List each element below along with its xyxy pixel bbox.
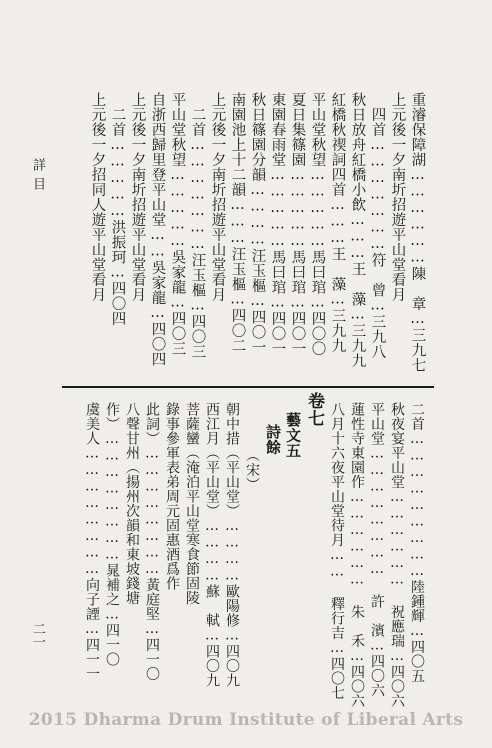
juan-heading: 卷七 xyxy=(304,392,324,427)
entry-bottom-4: 八月十六夜平山堂待月…… 釋行吉…四〇七 xyxy=(329,402,345,700)
entry-top-8: 秋日篠園分韻…………汪玉樞…四〇一 xyxy=(249,92,266,355)
entry-top-0: 重濬保障湖………………陳 章…三九七 xyxy=(409,92,426,373)
entry-top-3: 秋日放舟紅橋小飲………王 藻…三九九 xyxy=(349,92,366,368)
entry-bottom-2: 平山堂…………………… 許 濱…四〇六 xyxy=(369,402,385,698)
entry-top-2: 四首…………………符 曾…三九八 xyxy=(369,92,386,359)
entry-top-5: 平山堂秋望……………馬曰琯…四〇〇 xyxy=(309,92,326,356)
page-number: 二一 xyxy=(30,622,45,648)
entry-top-16: 上元後一夕招同人遊平山堂看月 xyxy=(89,92,106,302)
entry-top-7: 東園春雨堂……………馬曰琯…四〇一 xyxy=(269,92,286,356)
entry-bottom2-2: 菩薩蠻（淹泊平山堂寒食節固陵 xyxy=(184,402,200,605)
entry-top-12: 平山堂秋望……………吳家龍…四〇三 xyxy=(169,92,186,356)
entry-top-1: 上元後一夕南圻招遊平山堂看月 xyxy=(389,92,406,302)
entry-top-14: 上元後一夕南圻招遊平山堂看月 xyxy=(129,92,146,302)
entry-top-11: 二首…………………汪玉樞…四〇三 xyxy=(189,92,206,359)
entry-bottom-1: 秋夜宴平山堂……………… 祝應瑞…四〇六 xyxy=(389,402,405,708)
entry-top-6: 夏日集篠園……………馬曰琯…四〇一 xyxy=(289,92,306,356)
side-label: 詳目 xyxy=(30,158,45,196)
entry-bottom2-0: 朝中措（平山堂）…………歐陽修…四〇九 xyxy=(224,402,240,688)
entry-bottom2-3: 錄事參軍表弟周元固惠酒爲作 xyxy=(164,402,180,591)
entry-bottom-0: 二首………………………陸鍾輝…四〇五 xyxy=(409,402,425,683)
entry-bottom2-6: 作）……………………晁補之…四一〇 xyxy=(104,402,120,667)
footer-watermark: 2015 Dharma Drum Institute of Liberal Arts xyxy=(28,710,464,730)
entry-bottom2-4: 此詞）……………………黃庭堅…四一〇 xyxy=(144,402,160,681)
horizontal-divider xyxy=(62,386,434,388)
entry-top-10: 上元後一夕南圻招遊平山堂看月 xyxy=(209,92,226,302)
entry-bottom2-1: 西江月（平山堂）…………蘇 軾…四〇九 xyxy=(204,402,220,688)
entry-top-15: 二首……………洪振珂…四〇四 xyxy=(109,92,126,326)
entry-top-4: 紅橋秋禊詞四首………王 藻…三九九 xyxy=(329,92,346,353)
entry-bottom-3: 蓮性寺東園作……………… 朱 禾…四〇六 xyxy=(349,402,365,708)
entry-top-9: 南園池上十二韻………汪玉樞…四〇二 xyxy=(229,92,246,353)
entry-top-13: 自浙西歸里登平山堂……吳家龍…四〇四 xyxy=(149,92,166,367)
subsection-heading: 詩餘 xyxy=(264,424,282,455)
entry-bottom2-7: 虞美人……………………向子諲…四一一 xyxy=(84,402,100,681)
section-heading: 藝文五 xyxy=(284,412,302,459)
dynasty-label: （宋） xyxy=(244,448,260,492)
entry-bottom2-5: 八聲甘州（揚州次韻和東坡錢塘 xyxy=(124,402,140,605)
